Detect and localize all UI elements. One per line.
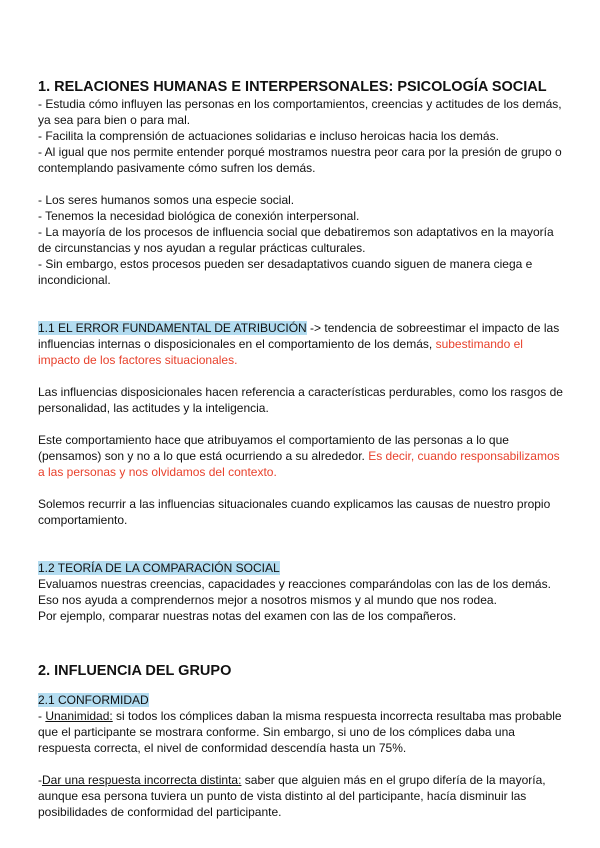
s21-p1-term: Unanimidad: bbox=[45, 709, 113, 723]
s11-intro-text: -> tendencia de sobreestimar el impacto de las influencias internas o disposicionales en el comportamiento de los demás, bbox=[38, 321, 560, 351]
s12-heading-line bbox=[38, 560, 566, 576]
s21-heading-line bbox=[38, 692, 566, 708]
s11-heading: 1.1 EL ERROR FUNDAMENTAL DE ATRIBUCIÓN bbox=[38, 321, 307, 335]
section-2-title: 2. INFLUENCIA DEL GRUPO bbox=[38, 663, 232, 679]
document-page bbox=[38, 78, 566, 820]
s21-p1-prefix: - bbox=[38, 709, 46, 723]
bullet: - Sin embargo, estos procesos pueden ser desadaptativos cuando siguen de manera ciega e incondicional. bbox=[38, 257, 533, 287]
s21-p1-text: si todos los cómplices daban la misma respuesta incorrecta resultaba mas probable que el participante se mostrara conforme. Sin embargo, si uno de los cómplices daba una respuesta correcta, el nivel de conformidad descendía hasta un 75%. bbox=[38, 709, 562, 755]
s21-p2-text: saber que alguien más en el grupo difería de la mayoría, aunque esa persona tuviera un punto de vista distinto al del participante, hacía disminuir las posibilidades de conformidad del participante. bbox=[38, 773, 546, 819]
s11-paragraph-4: Solemos recurrir a las influencias situacionales cuando explicamos las causas de nuestro propio comportamiento. bbox=[38, 497, 551, 527]
s11-intro-red: subestimando el impacto de los factores situacionales. bbox=[38, 337, 523, 367]
bullet: - Al igual que nos permite entender porqué mostramos nuestra peor cara por la presión de grupo o contemplando pasivamente cómo sufren los demás. bbox=[38, 145, 562, 175]
s21-heading: 2.1 CONFORMIDAD bbox=[38, 693, 149, 707]
s21-p2-prefix: - bbox=[38, 773, 42, 787]
s12-line: Eso nos ayuda a comprendernos mejor a nosotros mismos y al mundo que nos rodea. bbox=[38, 593, 497, 607]
s21-paragraph-1 bbox=[38, 708, 566, 756]
s21-p2-term: Dar una respuesta incorrecta distinta: bbox=[42, 773, 242, 787]
s11-paragraph-2: Las influencias disposicionales hacen referencia a características perdurables, como los rasgos de personalidad, las actitudes y la inteligencia. bbox=[38, 385, 563, 415]
bullet: - Estudia cómo influyen las personas en los comportamientos, creencias y actitudes de los demás, ya sea para bien o para mal. bbox=[38, 97, 562, 127]
bullet: - Tenemos la necesidad biológica de conexión interpersonal. bbox=[38, 209, 360, 223]
s21-paragraph-2 bbox=[38, 772, 566, 820]
s12-line: Por ejemplo, comparar nuestras notas del examen con las de los compañeros. bbox=[38, 609, 457, 623]
bullet: - Los seres humanos somos una especie social. bbox=[38, 193, 295, 207]
s11-p3-text: Este comportamiento hace que atribuyamos el comportamiento de las personas a lo que (pensamos) son y no a lo que está ocurriendo a su alrededor. bbox=[38, 433, 509, 463]
s11-intro-paragraph bbox=[38, 320, 566, 368]
s12-heading: 1.2 TEORÍA DE LA COMPARACIÓN SOCIAL bbox=[38, 561, 280, 575]
bullet: - La mayoría de los procesos de influencia social que debatiremos son adaptativos en la mayoría de circunstancias y nos ayudan a regular prácticas culturales. bbox=[38, 225, 554, 255]
bullet: - Facilita la comprensión de actuaciones solidarias e incluso heroicas hacia los demás. bbox=[38, 129, 499, 143]
s11-p3-red: Es decir, cuando responsabilizamos a las personas y nos olvidamos del contexto. bbox=[38, 449, 560, 479]
section-1-title: 1. RELACIONES HUMANAS E INTERPERSONALES: PSICOLOGÍA SOCIAL bbox=[38, 79, 547, 95]
s11-paragraph-3 bbox=[38, 432, 566, 480]
s12-line: Evaluamos nuestras creencias, capacidades y reacciones comparándolas con las de los demás. bbox=[38, 577, 551, 591]
